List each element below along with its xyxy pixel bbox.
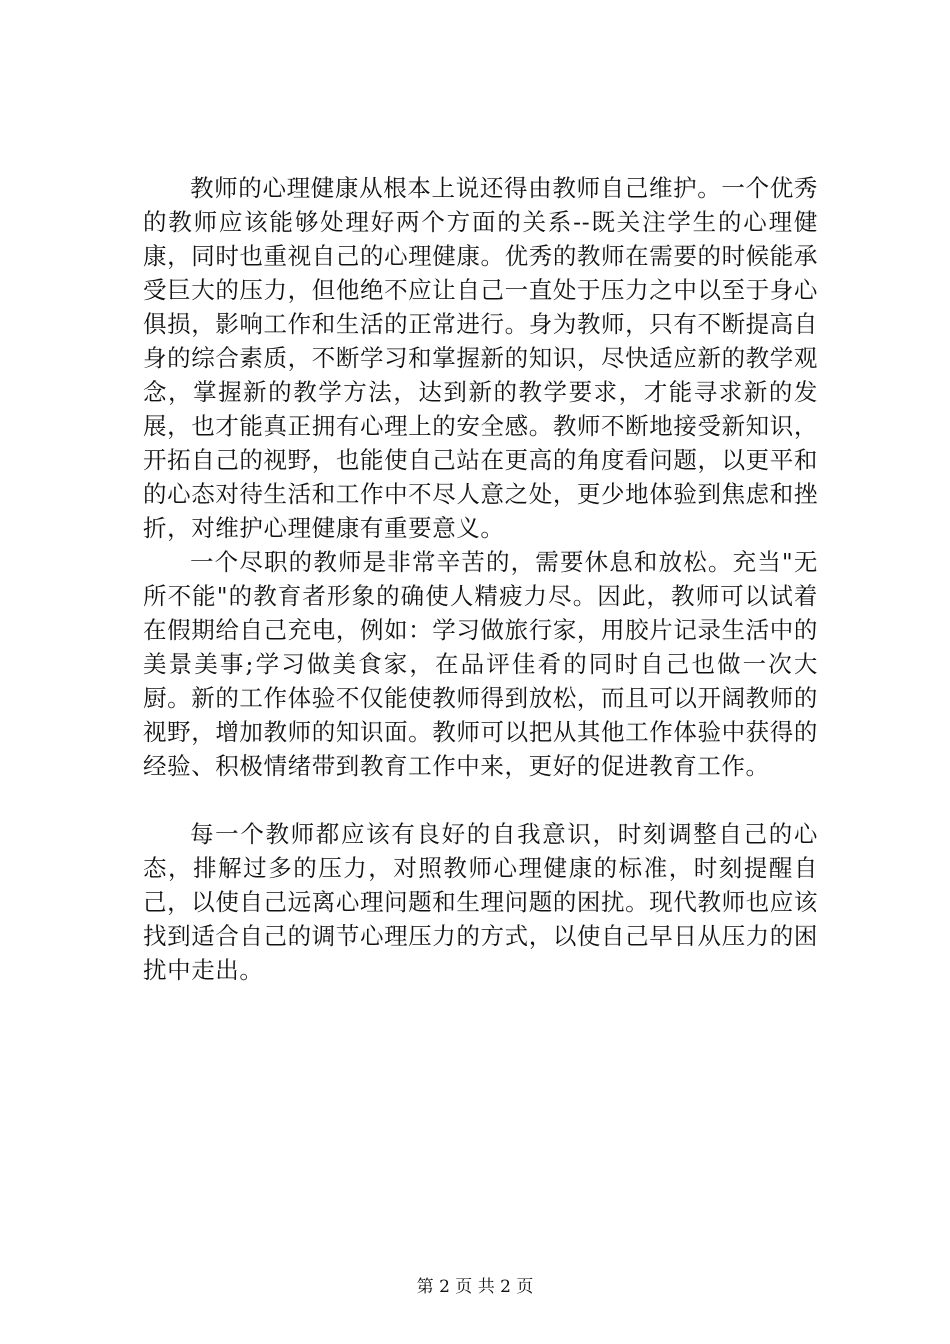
paragraph-1: 教师的心理健康从根本上说还得由教师自己维护。一个优秀的教师应该能够处理好两个方面的关系--既关注学生的心理健康，同时也重视自己的心理健康。优秀的教师在需要的时候能承受巨大的压力，但他绝不应让自己一直处于压力之中以至于身心俱损，影响工作和生活的正常进行。身为教师，只有不断提高自身的综合素质，不断学习和掌握新的知识，尽快适应新的教学观念，掌握新的教学方法，达到新的教学要求，才能寻求新的发展，也才能真正拥有心理上的安全感。教师不断地接受新知识，开拓自己的视野，也能使自己站在更高的角度看问题，以更平和的心态对待生活和工作中不尽人意之处，更少地体验到焦虑和挫折，对维护心理健康有重要意义。 — [143, 174, 818, 542]
paragraph-2: 一个尽职的教师是非常辛苦的，需要休息和放松。充当"无所不能"的教育者形象的确使人精疲力尽。因此，教师可以试着在假期给自己充电，例如：学习做旅行家，用胶片记录生活中的美景美事;学习做美食家，在品评佳肴的同时自己也做一次大厨。新的工作体验不仅能使教师得到放松，而且可以开阔教师的视野，增加教师的知识面。教师可以把从其他工作体验中获得的经验、积极情绪带到教育工作中来，更好的促进教育工作。 — [143, 548, 818, 780]
document-body — [143, 171, 818, 987]
page-number-footer: 第 2 页 共 2 页 — [416, 1277, 534, 1297]
paragraph-3: 每一个教师都应该有良好的自我意识，时刻调整自己的心态，排解过多的压力，对照教师心理健康的标准，时刻提醒自己，以使自己远离心理问题和生理问题的困扰。现代教师也应该找到适合自己的调节心理压力的方式，以使自己早日从压力的困扰中走出。 — [143, 820, 818, 984]
